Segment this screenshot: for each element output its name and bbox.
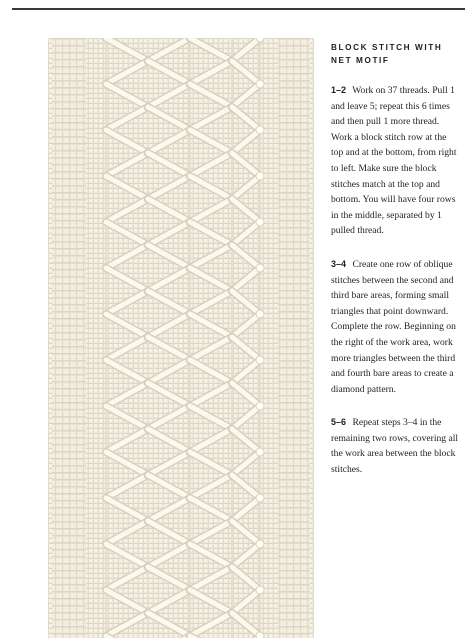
step-text: Create one row of oblique stitches between the second and third bare areas, forming small triangles that point downward. Complete the row. Beginning on the right of the work area, work more triangles between the third and fourth bare areas to create a diamond pattern. — [331, 258, 456, 395]
net-knot — [256, 38, 264, 42]
step-text: Repeat steps 3–4 in the remaining two rows, covering all the work area between the block stitches. — [331, 417, 459, 476]
net-knot — [256, 448, 264, 456]
embroidery-photo — [48, 38, 314, 638]
left-block-stitch-border — [52, 38, 86, 638]
page-heading: BLOCK STITCH WITH NET MOTIF — [331, 43, 443, 65]
net-knot — [256, 80, 264, 88]
net-knot — [256, 172, 264, 180]
step-1-2 — [331, 83, 459, 239]
step-number: 3–4 — [331, 258, 347, 269]
net-knot — [256, 218, 264, 226]
step-text: Work on 37 threads. Pull 1 and leave 5; repeat this 6 times and then pull 1 more thread. Work a block stitch row at the top and at the bottom, from right to left. Make sure the block stitches match at the top and bottom. You will have four rows in the middle, separated by 1 pulled thread. — [331, 85, 457, 237]
step-5-6 — [331, 415, 459, 477]
net-knot — [256, 540, 264, 548]
embroidery-illustration — [48, 38, 314, 638]
net-knot — [256, 494, 264, 502]
step-number: 5–6 — [331, 417, 347, 428]
right-block-stitch-border — [278, 38, 310, 638]
step-number: 1–2 — [331, 85, 347, 95]
net-knot — [256, 632, 264, 638]
instructions-column — [331, 41, 459, 496]
top-rule — [12, 8, 465, 10]
net-knot — [256, 126, 264, 134]
net-knot — [256, 264, 264, 272]
net-knot — [256, 356, 264, 364]
net-knot — [256, 310, 264, 318]
net-knot — [256, 402, 264, 410]
step-3-4 — [331, 257, 459, 397]
net-knot — [256, 586, 264, 594]
